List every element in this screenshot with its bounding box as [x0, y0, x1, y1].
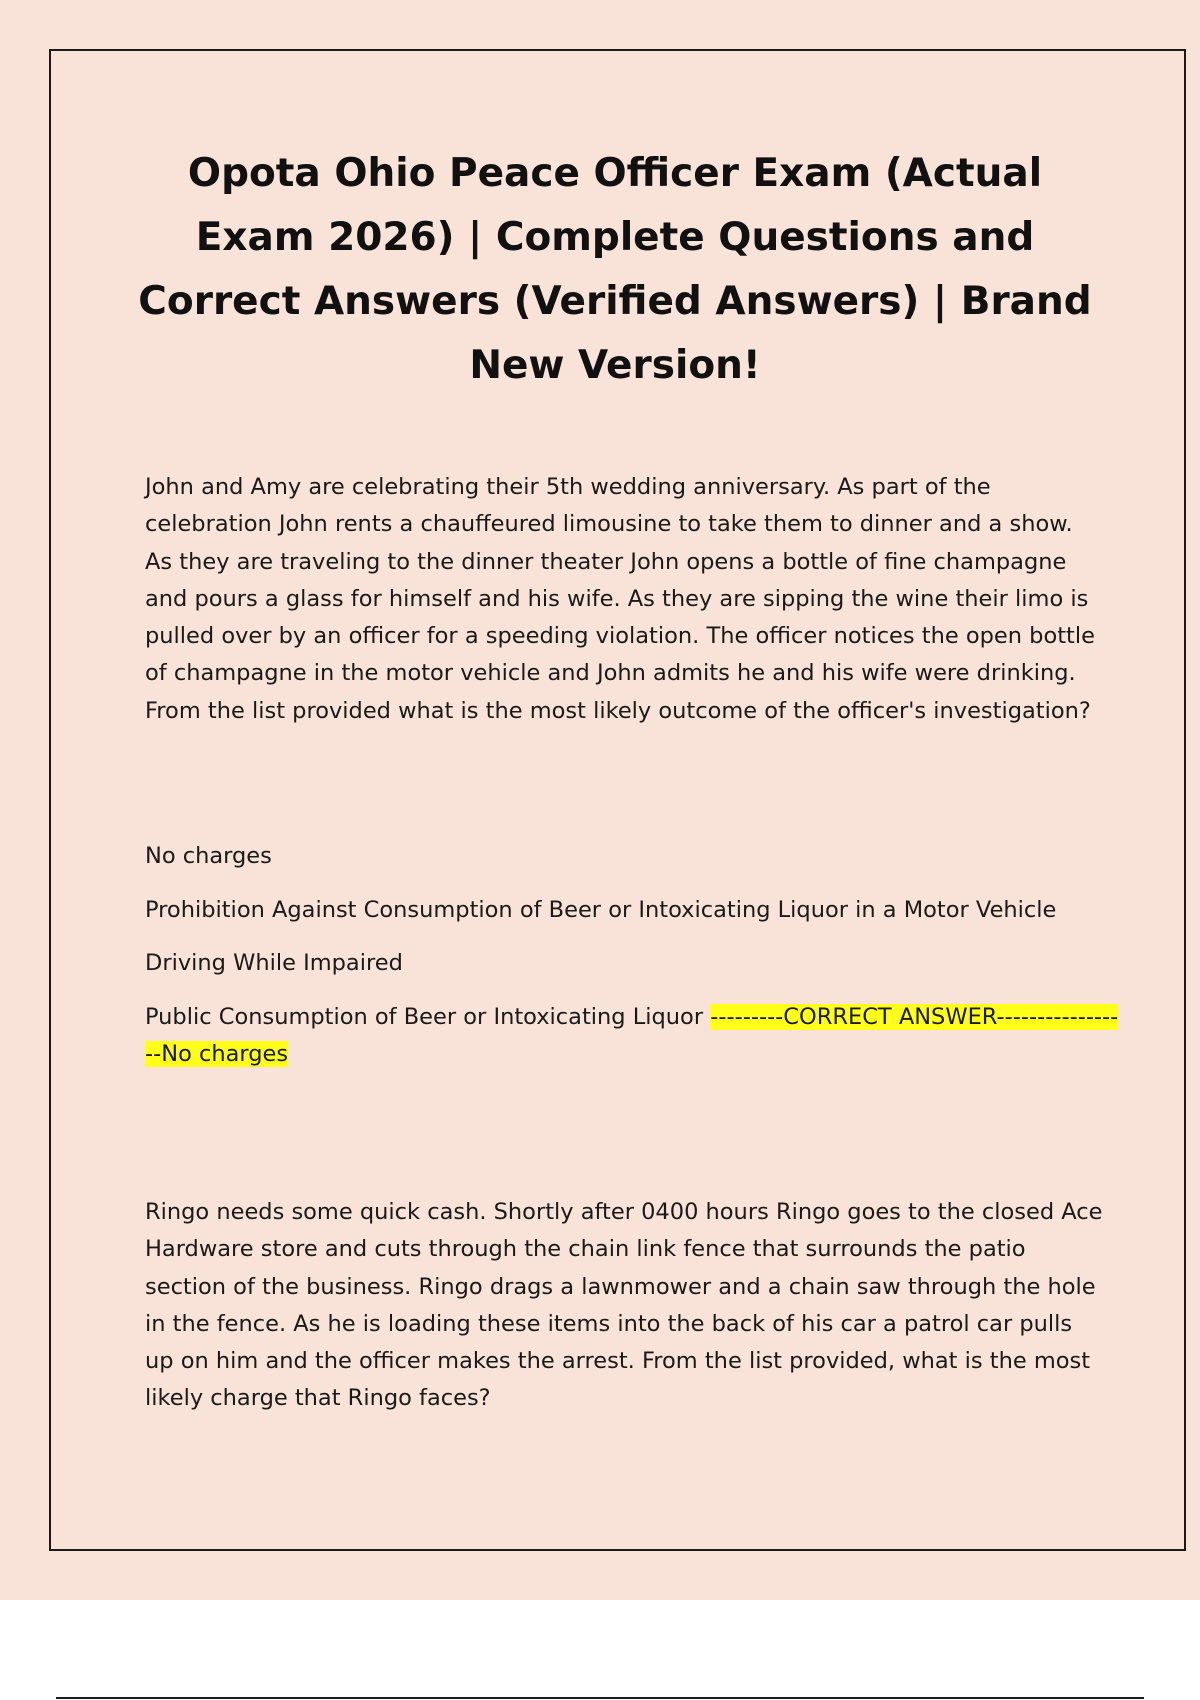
question-2-text: Ringo needs some quick cash. Shortly after 0400 hours Ringo goes to the closed Ace Hardware store and cuts through the chain link fence that surrounds the patio section of the business. Ringo drags a lawnmower and a chain saw through the hole in the fence. As he is loading these items into the back of his car a patrol car pulls up on him and the officer makes the arrest. From the list provided, what is the most likely charge that Ringo faces?: [145, 1199, 1103, 1412]
footer-divider: [56, 1697, 1144, 1699]
question-1-options: [145, 838, 1120, 1073]
option-text: Public Consumption of Beer or Intoxicating Liquor: [145, 1003, 704, 1030]
question-1-text: John and Amy are celebrating their 5th wedding anniversary. As part of the celebration John rents a chauffeured limousine to take them to dinner and a show. As they are traveling to the dinner theater John opens a bottle of fine champagne and pours a glass for himself and his wife. As they are sipping the wine their limo is pulled over by an officer for a speeding violation. The officer notices the open bottle of champagne in the motor vehicle and John admits he and his wife were drinking. From the list provided what is the most likely outcome of the officer's investigation?: [145, 474, 1095, 724]
option-item: Driving While Impaired: [145, 950, 403, 976]
correct-answer-highlight: ---------CORRECT ANSWER-----------------No charges: [145, 1003, 1119, 1067]
document-title: Opota Ohio Peace Officer Exam (Actual Exam 2026) | Complete Questions and Correct Answers (Verified Answers) | Brand New Version!: [138, 151, 1092, 388]
option-item: No charges: [145, 843, 272, 869]
option-item: Prohibition Against Consumption of Beer or Intoxicating Liquor in a Motor Vehicle: [145, 896, 1057, 923]
option-item-with-answer: [145, 999, 1120, 1073]
